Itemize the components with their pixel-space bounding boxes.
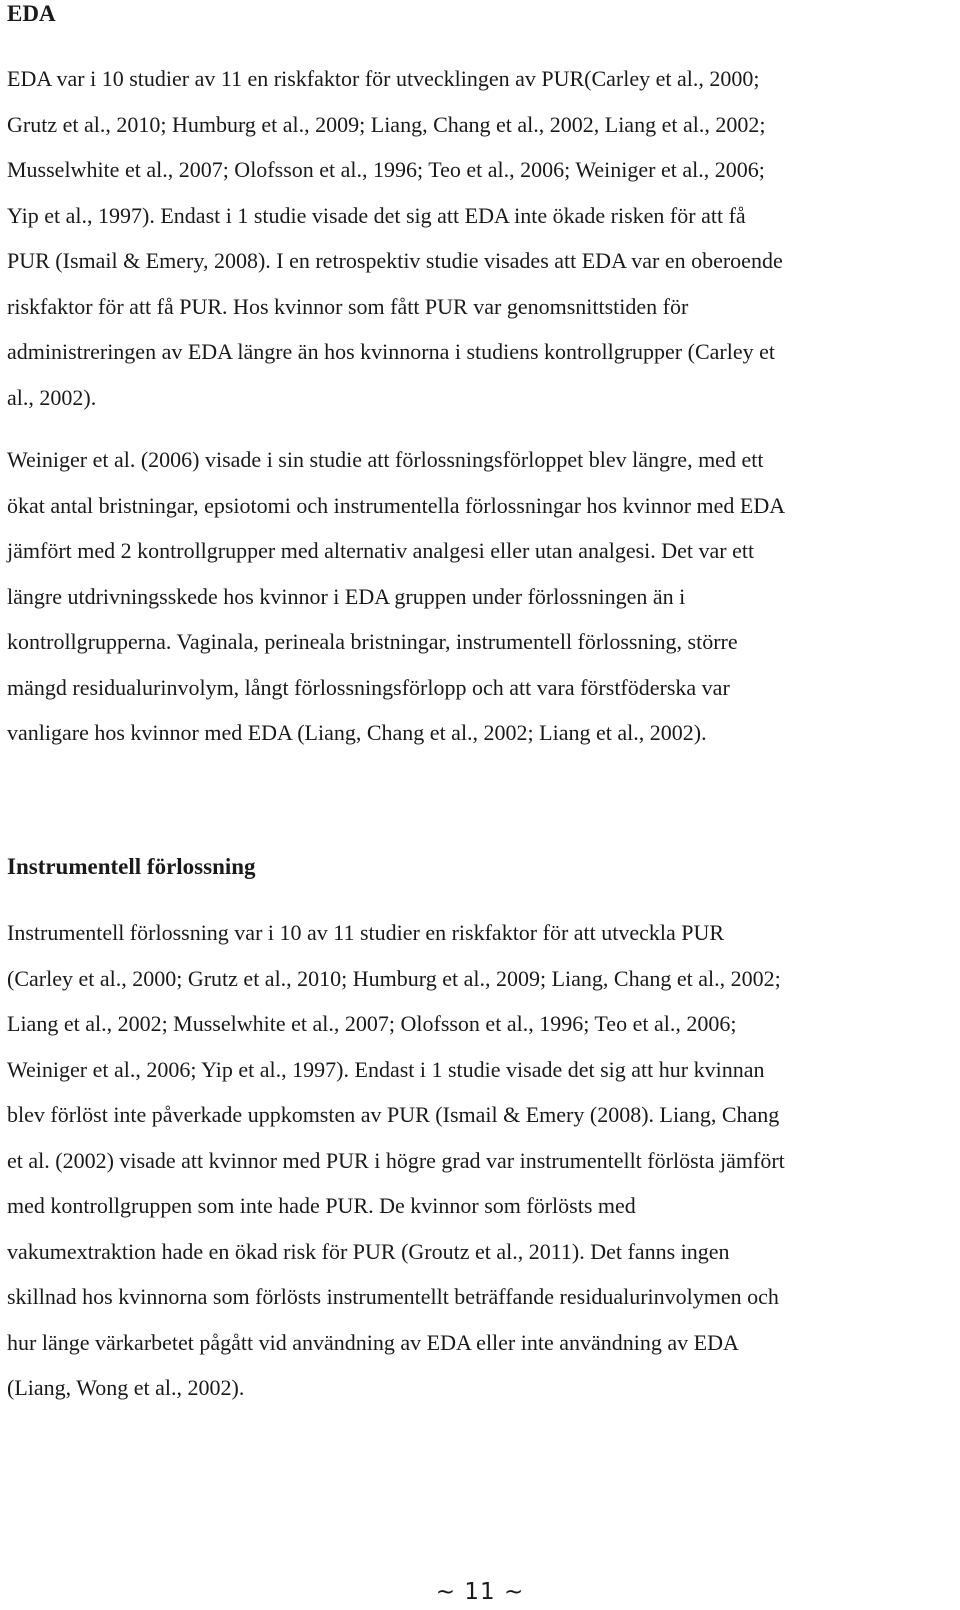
text-line: hur länge värkarbetet pågått vid användning av EDA eller inte användning av EDA <box>7 1329 739 1355</box>
section-heading-instrumentell: Instrumentell förlossning <box>7 854 256 879</box>
text-line: PUR (Ismail & Emery, 2008). I en retrospektiv studie visades att EDA var en oberoende <box>7 248 783 273</box>
text-line: (Carley et al., 2000; Grutz et al., 2010; Humburg et al., 2009; Liang, Chang et al., 2002; <box>7 965 781 991</box>
text-line: Weiniger et al., 2006; Yip et al., 1997). Endast i 1 studie visade det sig att hur kvinnan <box>7 1056 765 1082</box>
text-line: kontrollgrupperna. Vaginala, perineala bristningar, instrumentell förlossning, större <box>7 629 738 654</box>
text-line: al., 2002). <box>7 384 97 410</box>
section-heading-eda: EDA <box>7 1 56 26</box>
text-line: et al. (2002) visade att kvinnor med PUR i högre grad var instrumentellt förlösta jämfört <box>7 1147 785 1173</box>
text-line: Yip et al., 1997). Endast i 1 studie visade det sig att EDA inte ökade risken för att få <box>7 202 746 228</box>
text-line: längre utdrivningsskede hos kvinnor i EDA gruppen under förlossningen än i <box>7 583 686 609</box>
text-line: administreringen av EDA längre än hos kvinnorna i studiens kontrollgrupper (Carley et <box>7 339 775 364</box>
text-line: mängd residualurinvolym, långt förlossningsförlopp och att vara förstföderska var <box>7 674 730 700</box>
paragraph-instrumentell <box>7 910 957 1411</box>
text-line: Grutz et al., 2010; Humburg et al., 2009; Liang, Chang et al., 2002, Liang et al., 2002; <box>7 111 766 137</box>
text-line: blev förlöst inte påverkade uppkomsten av PUR (Ismail & Emery (2008). Liang, Chang <box>7 1102 780 1127</box>
page-number: ~ 11 ~ <box>435 1579 525 1605</box>
text-line: jämfört med 2 kontrollgrupper med alternativ analgesi eller utan analgesi. Det var ett <box>7 538 755 563</box>
paragraph-eda-weiniger <box>7 437 957 756</box>
text-line: Musselwhite et al., 2007; Olofsson et al., 1996; Teo et al., 2006; Weiniger et al., 2006; <box>7 157 765 182</box>
paragraph-eda-risk <box>7 56 957 420</box>
text-line: vakumextraktion hade en ökad risk för PUR (Groutz et al., 2011). Det fanns ingen <box>7 1238 730 1264</box>
text-line: vanligare hos kvinnor med EDA (Liang, Chang et al., 2002; Liang et al., 2002). <box>7 720 707 745</box>
text-line: ökat antal bristningar, epsiotomi och instrumentella förlossningar hos kvinnor med EDA <box>7 492 786 518</box>
text-line: Instrumentell förlossning var i 10 av 11 studier en riskfaktor för att utveckla PUR <box>7 920 725 945</box>
text-line: Weiniger et al. (2006) visade i sin studie att förlossningsförloppet blev längre, med ett <box>7 447 764 472</box>
text-line: skillnad hos kvinnorna som förlösts instrumentellt beträffande residualurinvolymen och <box>7 1284 779 1309</box>
text-line: riskfaktor för att få PUR. Hos kvinnor som fått PUR var genomsnittstiden för <box>7 293 689 319</box>
text-line: (Liang, Wong et al., 2002). <box>7 1375 245 1400</box>
text-line: med kontrollgruppen som inte hade PUR. De kvinnor som förlösts med <box>7 1193 636 1218</box>
text-line: EDA var i 10 studier av 11 en riskfaktor för utvecklingen av PUR(Carley et al., 2000; <box>7 66 760 91</box>
text-line: Liang et al., 2002; Musselwhite et al., 2007; Olofsson et al., 1996; Teo et al., 2006; <box>7 1011 737 1036</box>
